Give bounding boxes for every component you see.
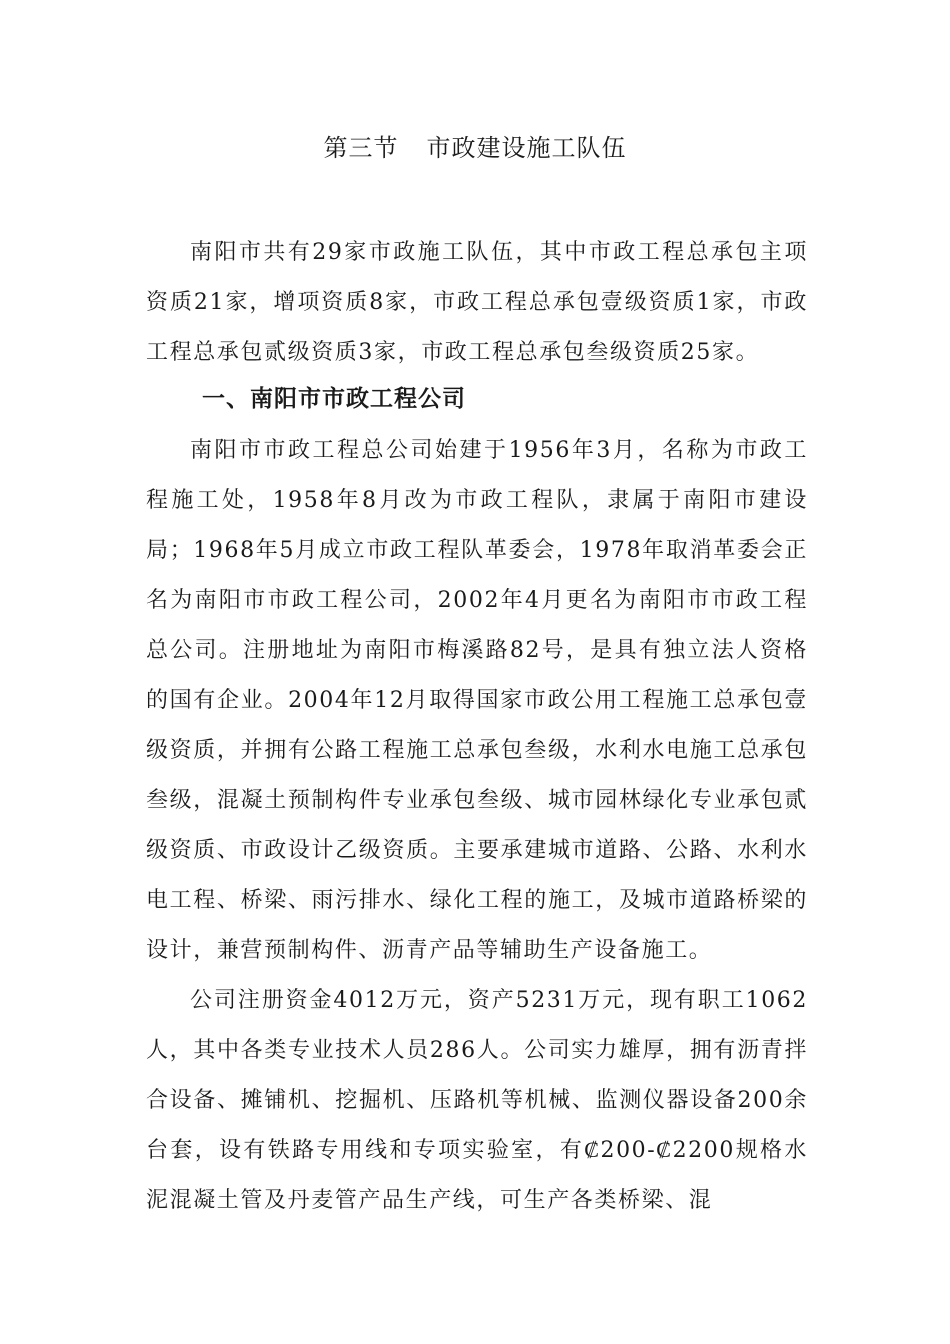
intro-paragraph: 南阳市共有29家市政施工队伍，其中市政工程总承包主项资质21家，增项资质8家，市政工程总承包壹级资质1家，市政工程总承包贰级资质3家，市政工程总承包叁级资质25家。	[146, 240, 808, 365]
company-history-paragraph: 南阳市市政工程总公司始建于1956年3月，名称为市政工程施工处，1958年8月改为市政工程队，隶属于南阳市建设局；1968年5月成立市政工程队革委会，1978年取消革委会正名为南阳市市政工程公司，2002年4月更名为南阳市市政工程总公司。注册地址为南阳市梅溪路82号，是具有独立法人资格的国有企业。2004年12月取得国家市政公用工程施工总承包壹级资质，并拥有公路工程施工总承包叁级，水利水电施工总承包叁级，混凝土预制构件专业承包叁级、城市园林绿化专业承包贰级资质、市政设计乙级资质。主要承建城市道路、公路、水利水电工程、桥梁、雨污排水、绿化工程的施工，及城市道路桥梁的设计，兼营预制构件、沥青产品等辅助生产设备施工。	[146, 438, 808, 963]
subsection-heading: 一、南阳市市政工程公司	[202, 386, 466, 412]
section-name: 市政建设施工队伍	[426, 134, 627, 162]
section-title	[0, 128, 950, 168]
company-history-block	[146, 426, 808, 976]
section-label: 第三节	[323, 134, 399, 162]
company-capital-paragraph: 公司注册资金4012万元，资产5231万元，现有职工1062人，其中各类专业技术人员286人。公司实力雄厚，拥有沥青拌合设备、摊铺机、挖掘机、压路机等机械、监测仪器设备200余台套，设有铁路专用线和专项实验室，有₡200-₡2200规格水泥混凝土管及丹麦管产品生产线，可生产各类桥梁、混	[146, 988, 808, 1213]
intro-paragraph-block	[146, 228, 808, 378]
company-capital-block	[146, 976, 808, 1226]
